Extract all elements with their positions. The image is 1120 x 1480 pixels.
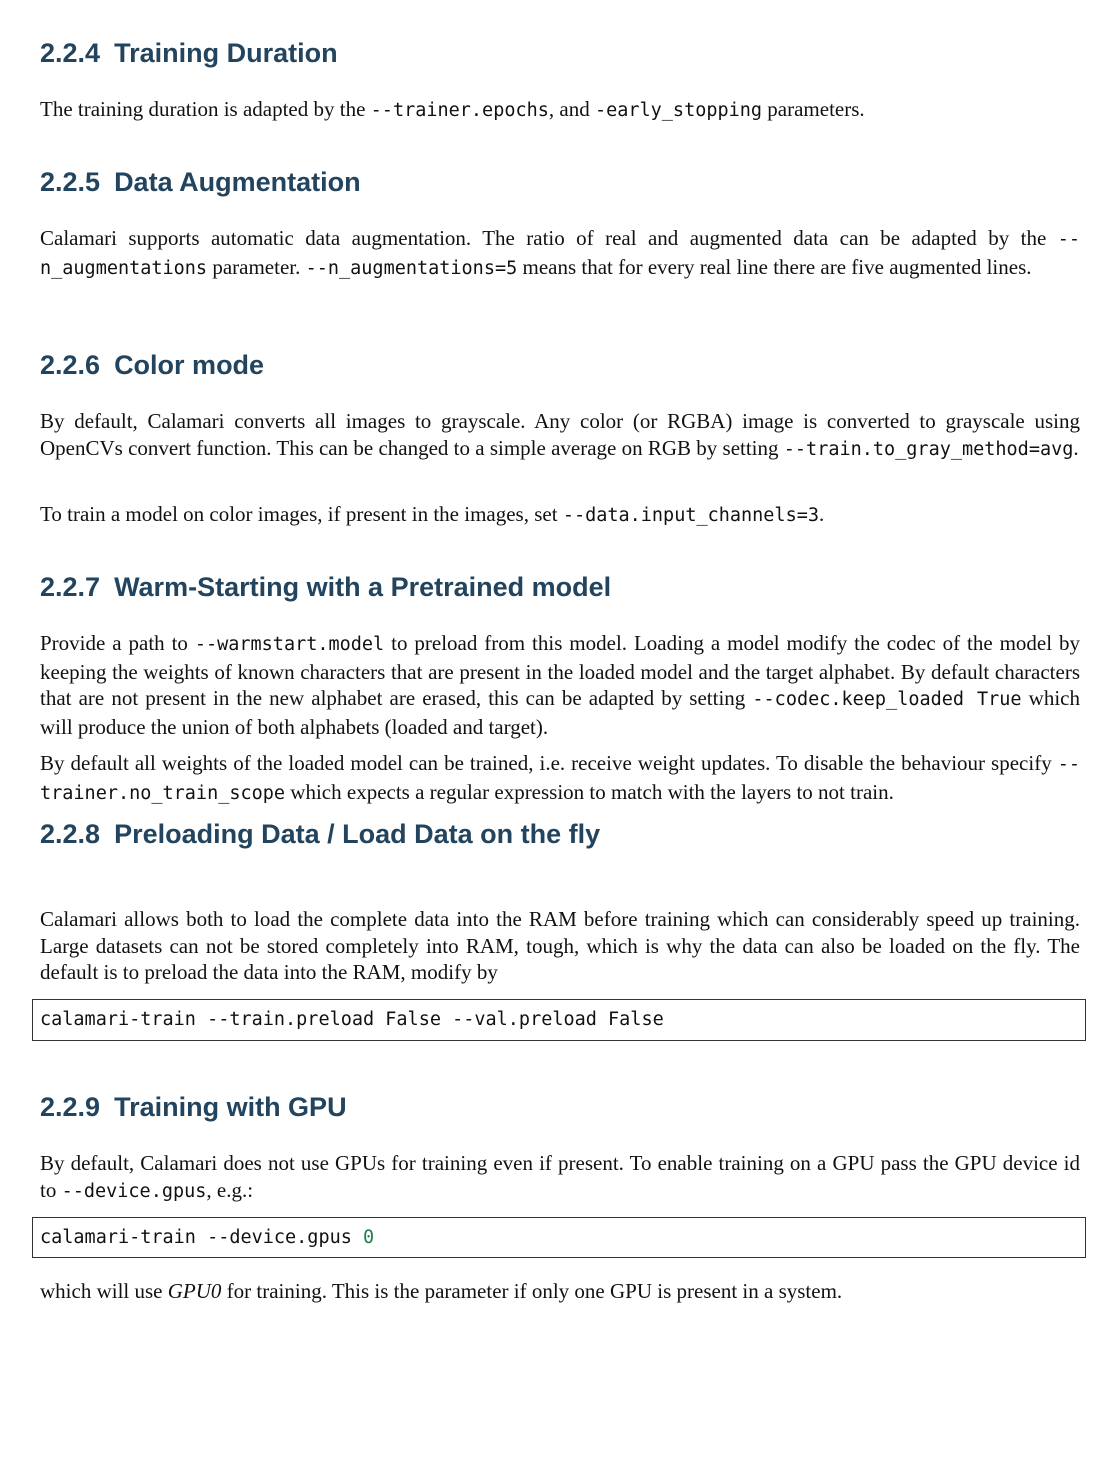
section-number: 2.2.9	[40, 1092, 101, 1122]
heading-data-augmentation	[40, 166, 1080, 198]
code-to-gray-method: --train.to_gray_method=avg	[783, 438, 1074, 460]
section-title: Preloading Data / Load Data on the fly	[114, 819, 601, 849]
section-title: Training with GPU	[114, 1092, 347, 1122]
code-device-gpus: --device.gpus	[61, 1180, 207, 1202]
code-no-train-scope: --trainer.no_train_scope	[40, 754, 1080, 804]
code-block-text: calamari-train --device.gpus	[40, 1227, 364, 1248]
section-title: Warm-Starting with a Pretrained model	[114, 572, 612, 602]
code-trainer-epochs: --trainer.epochs	[370, 100, 549, 121]
paragraph-training-duration: The training duration is adapted by the --trainer.epochs, and -early_stopping parameters.	[40, 97, 865, 121]
heading-training-gpu	[40, 1091, 1080, 1123]
heading-color-mode	[40, 349, 1080, 381]
code-block-text: calamari-train --train.preload False --val.preload False	[40, 1009, 664, 1030]
heading-preloading-data	[40, 818, 1080, 850]
code-early-stopping: -early_stopping	[594, 100, 763, 121]
paragraph-color-mode-1: By default, Calamari converts all images to grayscale. Any color (or RGBA) image is converted to grayscale using OpenCVs convert function. This can be changed to a simple average on RGB by setting --train.to_gray_method=avg.	[40, 409, 1080, 460]
paragraph-warm-starting-1: Provide a path to --warmstart.model to preload from this model. Loading a model modify the codec of the model by keeping the weights of known characters that are present in the loaded model and the target alphabet. By default characters that are not present in the new alphabet are erased, this can be adapted by setting --codec.keep_loaded True which will produce the union of both alphabets (loaded and target).	[40, 631, 1080, 739]
section-title: Training Duration	[114, 38, 338, 68]
code-n-augmentations-5: --n_augmentations=5	[305, 257, 518, 279]
code-warmstart-model: --warmstart.model	[194, 634, 385, 655]
paragraph-preloading-data: Calamari allows both to load the complete data into the RAM before training which can considerably speed up training. Large datasets can not be stored completely into RAM, tough, which is why the data can also be loaded on the fly. The default is to preload the data into the RAM, modify by	[40, 907, 1080, 984]
section-title: Color mode	[114, 350, 265, 380]
paragraph-data-augmentation: Calamari supports automatic data augmentation. The ratio of real and augmented data can be adapted by the --n_augmentations parameter. --n_augmentations=5 means that for every real line there are five augmented lines.	[40, 226, 1080, 279]
section-number: 2.2.6	[40, 350, 101, 380]
code-block-preload	[32, 999, 1086, 1041]
heading-warm-starting	[40, 571, 1080, 603]
code-block-gpu	[32, 1217, 1086, 1258]
paragraph-warm-starting-2: By default all weights of the loaded model can be trained, i.e. receive weight updates. To disable the behaviour specify --trainer.no_train_scope which expects a regular expression to match with the layers to not train.	[40, 751, 1080, 804]
paragraph-training-gpu-2: which will use GPU0 for training. This is the parameter if only one GPU is present in a system.	[40, 1279, 843, 1303]
code-n-augmentations: --n_augmentations	[40, 229, 1080, 279]
heading-training-duration	[40, 37, 1080, 69]
section-number: 2.2.7	[40, 572, 101, 602]
code-keep-loaded: --codec.keep_loaded True	[752, 689, 1022, 710]
code-number-literal: 0	[363, 1227, 375, 1248]
paragraph-training-gpu-1: By default, Calamari does not use GPUs for training even if present. To enable training on a GPU pass the GPU device id to --device.gpus, e.g.:	[40, 1151, 1080, 1202]
section-title: Data Augmentation	[114, 167, 361, 197]
paragraph-color-mode-2: To train a model on color images, if present in the images, set --data.input_channels=3.	[40, 502, 825, 526]
code-input-channels: --data.input_channels=3	[562, 505, 819, 526]
section-number: 2.2.5	[40, 167, 101, 197]
section-number: 2.2.8	[40, 819, 101, 849]
section-number: 2.2.4	[40, 38, 101, 68]
emphasis-gpu0: GPU0	[167, 1279, 222, 1303]
